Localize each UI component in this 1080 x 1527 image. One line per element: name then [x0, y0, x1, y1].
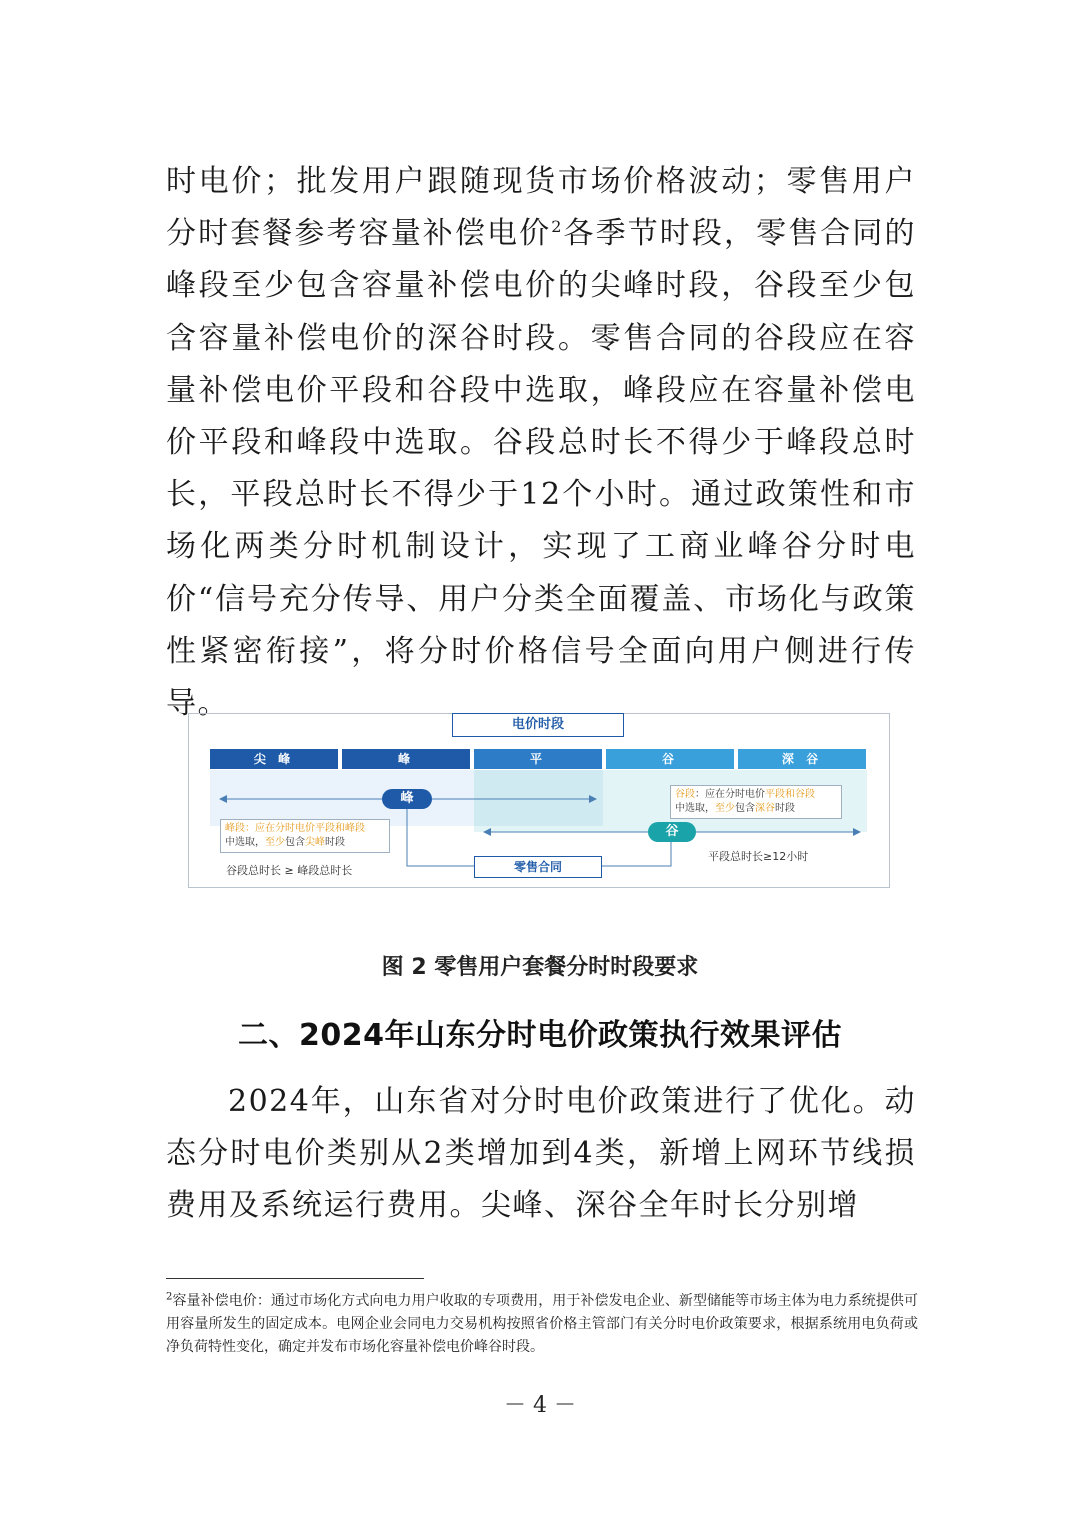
valley-note-text: ：应在分时电价: [695, 789, 765, 800]
peak-note-text2: 包含: [285, 837, 305, 848]
body-paragraph-2: 2024年，山东省对分时电价政策进行了优化。动态分时电价类别从2类增加到4类，新增上网环节线损费用及系统运行费用。尖峰、深谷全年时长分别增: [166, 1084, 916, 1224]
diagram-title: 电价时段: [452, 713, 624, 737]
valley-note-label: 谷段: [675, 789, 695, 800]
valley-note-hl3: 深谷: [755, 803, 775, 814]
peak-note-text3: 时段: [325, 837, 345, 848]
valley-note-text4: 时段: [775, 803, 795, 814]
footnote-text: 容量补偿电价：通过市场化方式向电力用户收取的专项费用，用于补偿发电企业、新型储能等市场主体为电力系统提供可用容量所发生的固定成本。电网企业会同电力交易机构按照省价格主管部门有关分时电价政策要求，根据系统用电负荷或净负荷特性变化，确定并发布市场化容量补偿电价峰谷时段。: [166, 1293, 918, 1355]
segment-sharp-peak: 尖 峰: [210, 749, 338, 769]
valley-note-hl1: 平段和谷段: [765, 789, 815, 800]
left-rule-text: 谷段总时长 ≥ 峰段总时长: [226, 864, 353, 877]
peak-note-hl3: 尖峰: [305, 837, 325, 848]
retail-contract-box: 零售合同: [474, 856, 602, 878]
footnote-divider: [166, 1278, 424, 1279]
segment-flat: 平: [474, 749, 602, 769]
right-rule-text: 平段总时长≥12小时: [708, 850, 809, 863]
valley-pill: 谷: [648, 822, 696, 842]
peak-note-label: 峰段：应在分时电价: [225, 823, 315, 834]
valley-note: [670, 785, 842, 819]
page-number: － 4 －: [504, 1393, 576, 1418]
body-text-b: 各季节时段，零售合同的峰段至少包含容量补偿电价的尖峰时段，谷段至少包含容量补偿电价的深谷时段。零售合同的谷段应在容量补偿电价平段和谷段中选取，峰段应在容量补偿电价平段和峰段中选取。谷段总时长不得少于峰段总时长，平段总时长不得少于12个小时。通过政策性和市场化两类分时机制设计，实现了工商业峰谷分时电价“信号充分传导、用户分类全面覆盖、市场化与政策性紧密衔接”，将分时价格信号全面向用户侧进行传导。: [166, 216, 917, 722]
valley-note-hl2: 至少: [715, 803, 735, 814]
body-paragraph-1: [166, 156, 916, 730]
peak-note-hl1: 平段和峰段: [315, 823, 365, 834]
footnote-ref[interactable]: 2: [551, 217, 563, 237]
peak-note-text: 中选取，: [225, 837, 265, 848]
segment-peak: 峰: [342, 749, 470, 769]
body-text-a: 时电价；批发用户跟随现货市场价格波动；零售用户分时套餐参考容量补偿电价: [166, 164, 916, 252]
valley-note-text3: 包含: [735, 803, 755, 814]
figure-caption: 图 2 零售用户套餐分时时段要求: [381, 955, 699, 980]
peak-pill: 峰: [382, 789, 432, 809]
peak-note: [220, 819, 390, 853]
valley-note-text2: 中选取，: [675, 803, 715, 814]
segment-valley: 谷: [606, 749, 734, 769]
peak-note-hl2: 至少: [265, 837, 285, 848]
footnote-marker: 2: [166, 1291, 173, 1303]
footnote: [166, 1290, 918, 1359]
segment-deep-valley: 深 谷: [738, 749, 866, 769]
section-heading: 二、2024年山东分时电价政策执行效果评估: [238, 1018, 842, 1053]
